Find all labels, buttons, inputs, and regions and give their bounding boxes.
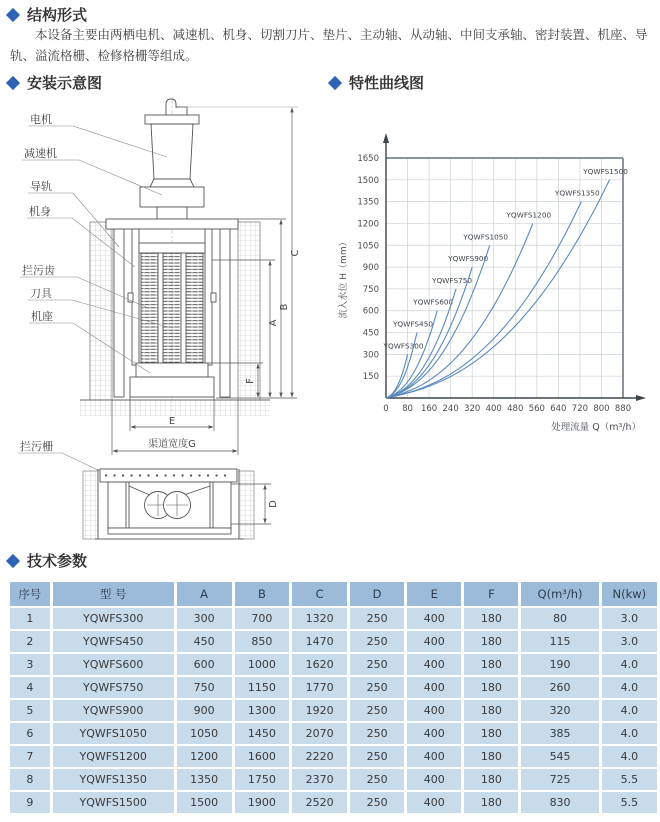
table-cell: 700 — [235, 608, 290, 629]
table-cell: 180 — [464, 677, 518, 698]
specs-table-body — [10, 608, 657, 813]
table-cell: 1470 — [292, 631, 347, 652]
table-cell: 1500 — [177, 792, 232, 813]
table-cell: YQWFS900 — [53, 700, 174, 721]
dim-a: A — [268, 319, 279, 327]
y-axis-arrow — [383, 133, 389, 143]
table-cell: 180 — [464, 746, 518, 767]
table-row — [10, 631, 657, 652]
table-cell: YQWFS300 — [53, 608, 174, 629]
table-cell: 250 — [350, 723, 404, 744]
y-tick-label: 300 — [362, 350, 379, 361]
structure-description: 本设备主要由两栖电机、减速机、机身、切割刀片、垫片、主动轴、从动轴、中间支承轴、密封装置、机座、导轨、溢流格栅、检修格栅等组成。 — [10, 27, 648, 63]
table-cell: 850 — [235, 631, 290, 652]
dim-d: D — [268, 500, 279, 508]
table-cell: 545 — [521, 746, 598, 767]
table-cell: 400 — [407, 769, 461, 790]
x-tick-label: 160 — [420, 404, 438, 414]
table-header-cell: D — [350, 582, 404, 606]
diamond-icon — [328, 75, 342, 89]
table-row — [10, 792, 657, 813]
table-cell: 250 — [350, 746, 404, 767]
curve-label-YQWFS900: YQWFS900 — [448, 254, 489, 264]
x-tick-label: 0 — [383, 404, 389, 414]
table-cell: 3.0 — [602, 608, 657, 629]
table-header-cell: C — [292, 582, 347, 606]
section-title-text: 安装示意图 — [27, 74, 103, 92]
section-specs-title — [8, 550, 87, 571]
table-cell: 115 — [521, 631, 598, 652]
dim-e: E — [168, 416, 176, 427]
table-cell: 830 — [521, 792, 598, 813]
y-tick-label: 600 — [362, 306, 379, 317]
section-title-text: 技术参数 — [27, 552, 88, 570]
table-cell: 1350 — [177, 769, 232, 790]
table-cell: 180 — [464, 631, 518, 652]
table-cell: 250 — [350, 608, 404, 629]
table-cell: 2 — [10, 631, 50, 652]
table-cell: 250 — [350, 700, 404, 721]
curve-label-YQWFS1350: YQWFS1350 — [554, 188, 600, 198]
x-tick-label: 560 — [528, 404, 545, 414]
x-axis-arrow — [636, 395, 646, 401]
table-cell: 1 — [10, 608, 50, 629]
table-cell: 5.5 — [602, 792, 657, 813]
table-row — [10, 700, 657, 721]
table-cell: YQWFS1200 — [53, 746, 174, 767]
x-axis-title: 处理流量 Q（m³/h） — [551, 422, 641, 433]
table-cell: 1320 — [292, 608, 347, 629]
table-row — [10, 677, 657, 698]
table-cell: YQWFS600 — [53, 654, 174, 675]
curve-label-YQWFS450: YQWFS450 — [392, 319, 433, 329]
table-cell: 260 — [521, 677, 598, 698]
y-tick-label: 900 — [362, 263, 379, 274]
table-cell: 4 — [10, 677, 50, 698]
table-cell: 725 — [521, 769, 598, 790]
x-tick-label: 640 — [550, 404, 567, 414]
table-cell: YQWFS450 — [53, 631, 174, 652]
part-label-body: 机身 — [29, 205, 51, 218]
table-cell: 600 — [177, 654, 232, 675]
diamond-icon — [6, 75, 20, 89]
table-row — [10, 654, 657, 675]
dim-c: C — [290, 249, 301, 257]
table-cell: 5 — [10, 700, 50, 721]
table-cell: 4.0 — [602, 700, 657, 721]
table-cell: 180 — [464, 654, 518, 675]
table-cell: 900 — [177, 700, 232, 721]
table-cell: 400 — [407, 723, 461, 744]
table-cell: 2520 — [292, 792, 347, 813]
table-cell: 1600 — [235, 746, 290, 767]
table-cell: 180 — [464, 700, 518, 721]
curve-label-YQWFS1200: YQWFS1200 — [506, 210, 552, 220]
table-cell: 190 — [521, 654, 598, 675]
table-row — [10, 608, 657, 629]
table-cell: 4.0 — [602, 654, 657, 675]
machine-outline — [106, 97, 298, 411]
table-cell: 180 — [464, 608, 518, 629]
table-cell: 1200 — [177, 746, 232, 767]
table-cell: 80 — [521, 608, 598, 629]
x-tick-label: 800 — [593, 404, 610, 414]
part-label-reducer: 减速机 — [24, 147, 57, 160]
table-cell: 3.0 — [602, 631, 657, 652]
table-cell: 320 — [521, 700, 598, 721]
table-cell: YQWFS1050 — [53, 723, 174, 744]
part-labels — [20, 112, 57, 453]
table-cell: 400 — [407, 700, 461, 721]
x-tick-label: 240 — [442, 404, 459, 414]
table-header-cell: N(kw) — [602, 582, 657, 606]
part-label-motor: 电机 — [30, 113, 52, 126]
y-tick-label: 1350 — [357, 197, 379, 208]
curve-label-YQWFS750: YQWFS750 — [431, 275, 473, 285]
table-cell: 7 — [10, 746, 50, 767]
section-title-text: 特性曲线图 — [349, 74, 425, 92]
table-cell: 750 — [177, 677, 232, 698]
table-cell: 250 — [350, 677, 404, 698]
table-cell: 4.0 — [602, 746, 657, 767]
table-cell: 9 — [10, 792, 50, 813]
table-cell: 1770 — [292, 677, 347, 698]
table-header-cell: E — [407, 582, 461, 606]
table-cell: 1450 — [235, 723, 290, 744]
table-row — [10, 723, 657, 744]
diamond-icon — [6, 553, 20, 567]
section-title-text: 结构形式 — [27, 6, 88, 24]
characteristic-curves-chart — [330, 110, 660, 445]
table-cell: 1150 — [235, 677, 290, 698]
installation-diagram — [0, 95, 330, 555]
table-cell: 180 — [464, 792, 518, 813]
table-cell: 1620 — [292, 654, 347, 675]
curve-label-YQWFS600: YQWFS600 — [413, 297, 454, 307]
curve-label-YQWFS1050: YQWFS1050 — [463, 232, 509, 242]
y-tick-label: 150 — [362, 372, 379, 383]
section-installation-title — [8, 72, 102, 93]
dim-f: F — [245, 378, 256, 384]
y-axis-title: 流入水位 H（mm） — [339, 237, 349, 319]
plan-view — [83, 469, 254, 539]
table-cell: 1300 — [235, 700, 290, 721]
x-tick-label: 400 — [485, 404, 502, 414]
table-cell: 1050 — [177, 723, 232, 744]
curve-label-YQWFS300: YQWFS300 — [383, 341, 424, 351]
y-tick-label: 1050 — [357, 241, 379, 252]
x-tick-label: 720 — [571, 404, 589, 414]
x-tick-label: 880 — [614, 404, 632, 414]
table-cell: 8 — [10, 769, 50, 790]
table-header-cell: B — [235, 582, 290, 606]
table-cell: 250 — [350, 792, 404, 813]
table-cell: 2220 — [292, 746, 347, 767]
table-cell: 400 — [407, 792, 461, 813]
table-cell: 250 — [350, 631, 404, 652]
part-label-cutter: 刀具 — [30, 287, 52, 300]
table-cell: 3 — [10, 654, 50, 675]
table-cell: YQWFS1500 — [53, 792, 174, 813]
table-header-cell: A — [177, 582, 232, 606]
table-cell: YQWFS1350 — [53, 769, 174, 790]
table-cell: 400 — [407, 746, 461, 767]
table-cell: 400 — [407, 677, 461, 698]
x-tick-label: 480 — [507, 404, 524, 414]
table-header-cell: Q(m³/h) — [521, 582, 598, 606]
table-cell: 180 — [464, 769, 518, 790]
table-header-cell: 序号 — [10, 582, 50, 606]
part-label-guide-rail: 导轨 — [30, 180, 52, 193]
table-cell: 250 — [350, 769, 404, 790]
table-cell: 6 — [10, 723, 50, 744]
table-cell: YQWFS750 — [53, 677, 174, 698]
channel-width-label: 渠道宽度G — [148, 439, 196, 450]
specs-table-header-row — [10, 582, 657, 606]
specs-table — [7, 580, 660, 815]
table-cell: 1750 — [235, 769, 290, 790]
y-tick-label: 750 — [362, 284, 379, 295]
part-label-trash-teeth: 拦污齿 — [22, 264, 55, 277]
diamond-icon — [6, 7, 20, 21]
x-tick-label: 320 — [464, 404, 481, 414]
y-tick-label: 1200 — [357, 219, 379, 230]
table-cell: 1900 — [235, 792, 290, 813]
y-tick-label: 450 — [362, 328, 379, 339]
table-cell: 385 — [521, 723, 598, 744]
table-cell: 4.0 — [602, 677, 657, 698]
y-tick-label: 1650 — [357, 154, 379, 164]
section-structure-title — [8, 4, 87, 25]
table-cell: 450 — [177, 631, 232, 652]
table-header-cell: 型 号 — [53, 582, 174, 606]
table-header-cell: F — [464, 582, 518, 606]
table-cell: 400 — [407, 631, 461, 652]
table-cell: 180 — [464, 723, 518, 744]
table-row — [10, 769, 657, 790]
table-cell: 4.0 — [602, 723, 657, 744]
table-cell: 400 — [407, 654, 461, 675]
table-cell: 1920 — [292, 700, 347, 721]
table-cell: 400 — [407, 608, 461, 629]
table-cell: 2370 — [292, 769, 347, 790]
part-label-base: 机座 — [31, 310, 53, 323]
table-row — [10, 746, 657, 767]
table-cell: 300 — [177, 608, 232, 629]
table-cell: 250 — [350, 654, 404, 675]
table-cell: 1000 — [235, 654, 290, 675]
x-tick-label: 80 — [402, 404, 413, 414]
y-tick-label: 1500 — [357, 175, 379, 186]
table-cell: 5.5 — [602, 769, 657, 790]
curve-label-YQWFS1500: YQWFS1500 — [583, 166, 628, 176]
section-curves-title — [330, 72, 424, 93]
part-label-trash-rack: 拦污栅 — [20, 440, 53, 453]
table-cell: 2070 — [292, 723, 347, 744]
dim-b: B — [279, 303, 290, 311]
